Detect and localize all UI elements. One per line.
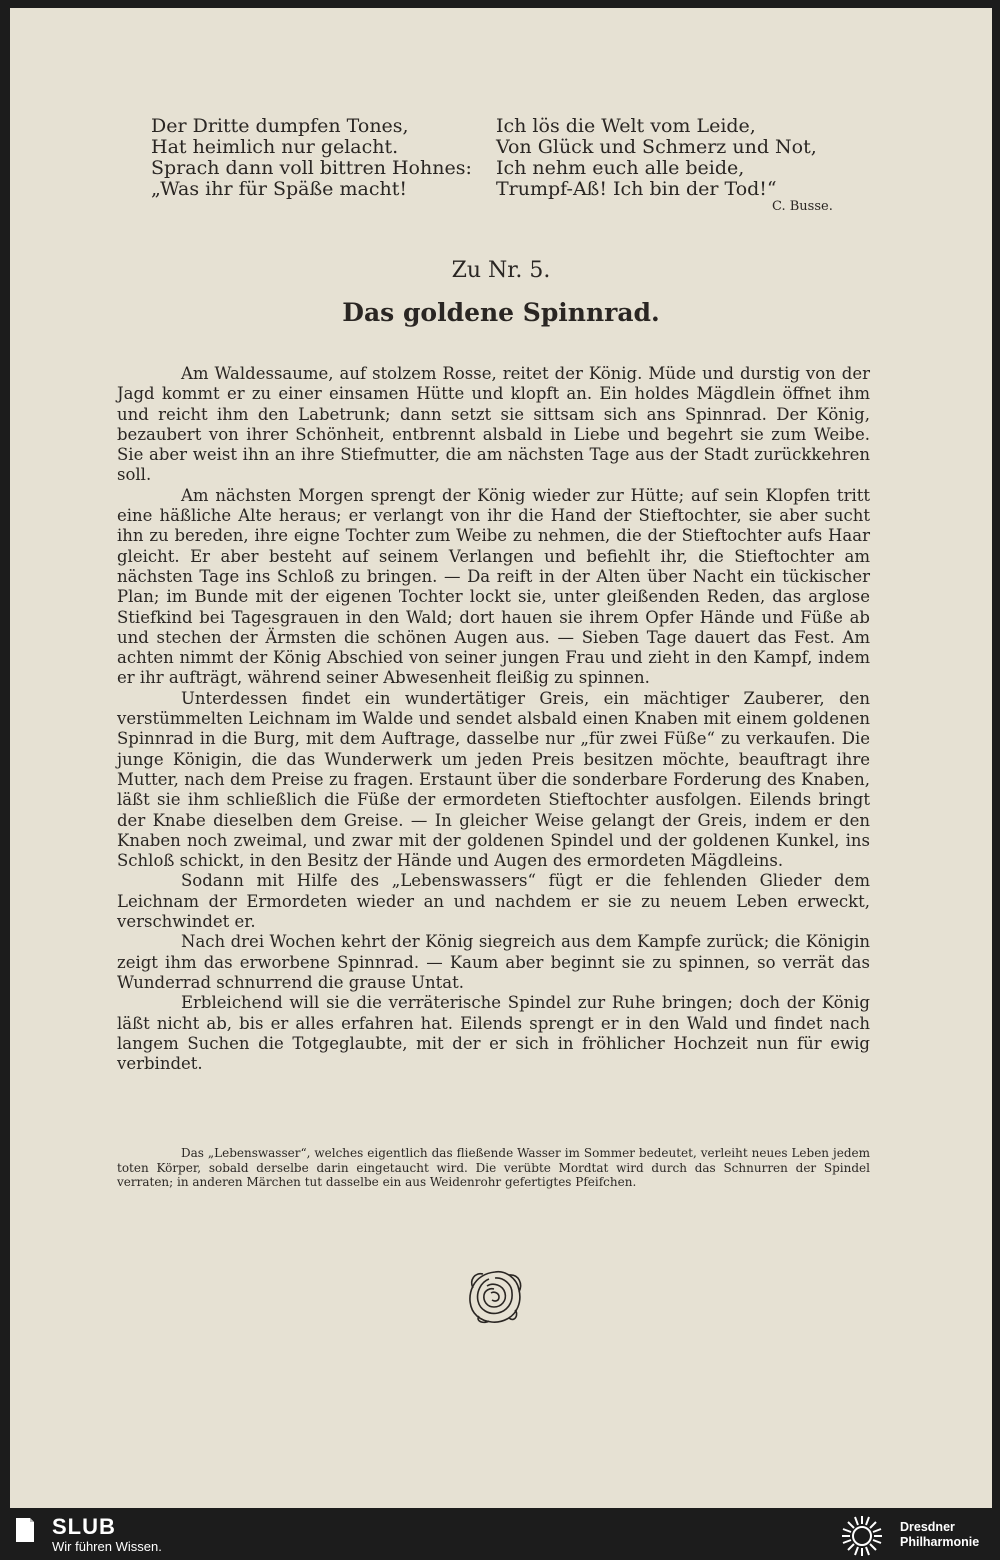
poem-line: Von Glück und Schmerz und Not, <box>496 136 817 158</box>
story-text <box>117 364 870 1074</box>
footer-partner <box>500 1508 1000 1560</box>
poem-line: Trumpf-Aß! Ich bin der Tod!“ <box>496 178 777 200</box>
poem-line: Sprach dann voll bittren Hohnes: <box>151 157 472 179</box>
paragraph: Unterdessen findet ein wundertätiger Greis, ein mächtiger Zauberer, den verstümmelten Leichnam im Walde und sendet alsbald einen Knaben mit einem goldenen Spinnrad in die Burg, mit dem Auftrage, dasselbe nur „für zwei Füße“ zu verkaufen. Die junge Königin, die das Wunderwerk um jeden Preis besitzen möchte, beauftragt ihre Mutter, nach dem Preise zu fragen. Erstaunt über die sonderbare Forderung des Knaben, läßt sie ihm schließlich die Füße der ermordeten Stieftochter ausfolgen. Eilends bringt der Knabe dieselben dem Greise. — In gleicher Weise gelangt der Greis, indem er den Knaben noch zweimal, und zwar mit der goldenen Spindel und der goldenen Kunkel, ins Schloß schickt, in den Besitz der Hände und Augen des ermordeten Mägdleins. <box>117 688 870 871</box>
philharmonie-logo-icon <box>838 1512 886 1560</box>
slub-name: SLUB <box>52 1514 116 1539</box>
poem-line: Der Dritte dumpfen Tones, <box>151 115 409 137</box>
poem-left-column <box>151 116 472 200</box>
poem-line: Ich nehm euch alle beide, <box>496 157 745 179</box>
poem-right-column <box>496 116 817 200</box>
paragraph: Nach drei Wochen kehrt der König siegreich aus dem Kampfe zurück; die Königin zeigt ihm das erworbene Spinnrad. — Kaum aber beginnt sie zu spinnen, so verrät das Wunderrad schnurrend die grause Untat. <box>117 932 870 992</box>
rose-icon <box>465 1266 525 1326</box>
footer-slub <box>0 1508 500 1560</box>
paragraph: Am Waldessaume, auf stolzem Rosse, reitet der König. Müde und durstig von der Jagd kommt er zu einer einsamen Hütte und klopft an. Ein holdes Mägdlein öffnet ihm und reicht ihm den Labetrunk; dann setzt sie sittsam sich ans Spinnrad. Der König, bezaubert von ihrer Schönheit, entbrennt alsbald in Liebe und begehrt sie zum Weibe. Sie aber weist ihn an ihre Stiefmutter, die am nächsten Tage aus der Stadt zurückkehren soll. <box>117 364 870 485</box>
partner-name-line2: Philharmonie <box>900 1535 980 1549</box>
document-page <box>10 8 992 1508</box>
footnote: Das „Lebenswasser“, welches eigentlich das fließende Wasser im Sommer bedeutet, verleiht neues Leben jedem toten Körper, sobald derselbe darin eingetaucht wird. Die verübte Mordtat wird durch das Schnurren der Spindel verraten; in anderen Märchen tut dasselbe ein aus Weidenrohr gefertigtes Pfeifchen. <box>117 1146 870 1189</box>
paragraph: Erbleichend will sie die verräterische Spindel zur Ruhe bringen; doch der König läßt nicht ab, bis er alles erfahren hat. Eilends sprengt er in den Wald und findet nach langem Suchen die Totgeglaubte, mit der er sich in fröhlicher Hochzeit nun für ewig verbindet. <box>117 993 870 1074</box>
poem-line: „Was ihr für Späße macht! <box>151 178 407 200</box>
section-number: Zu Nr. 5. <box>451 258 551 283</box>
paragraph: Am nächsten Morgen sprengt der König wieder zur Hütte; auf sein Klopfen tritt eine häßliche Alte heraus; er verlangt von ihr die Hand der Stieftochter, sie aber sucht ihn zu bereden, ihre eigne Tochter zum Weibe zu nehmen, die der Stieftochter aufs Haar gleicht. Er aber besteht auf seinem Verlangen und befiehlt ihr, die Stieftochter am nächsten Tage ins Schloß zu bringen. — Da reift in der Alten über Nacht ein tückischer Plan; im Bunde mit der eigenen Tochter lockt sie, unter gleißenden Reden, das arglose Stiefkind bei Tagesgrauen in den Wald; dort hauen sie ihrem Opfer Hände und Füße ab und stechen der Ärmsten die schönen Augen aus. — Sieben Tage dauert das Fest. Am achten nimmt der König Abschied von seiner jungen Frau und zieht in den Kampf, indem er ihr aufträgt, während seiner Abwesenheit fleißig zu spinnen. <box>117 485 870 688</box>
partner-name-line1: Dresdner <box>900 1520 955 1534</box>
poem-line: Hat heimlich nur gelacht. <box>151 136 399 158</box>
poem-line: Ich lös die Welt vom Leide, <box>496 115 756 137</box>
poem-author: C. Busse. <box>772 199 833 214</box>
slub-tagline: Wir führen Wissen. <box>52 1539 162 1554</box>
paragraph: Sodann mit Hilfe des „Lebenswassers“ fügt er die fehlenden Glieder dem Leichnam der Ermordeten wieder an und nachdem er sie zu neuem Leben erweckt, verschwindet er. <box>117 871 870 932</box>
slub-logo-icon <box>14 1516 36 1544</box>
page-title: Das goldene Spinnrad. <box>342 298 660 327</box>
